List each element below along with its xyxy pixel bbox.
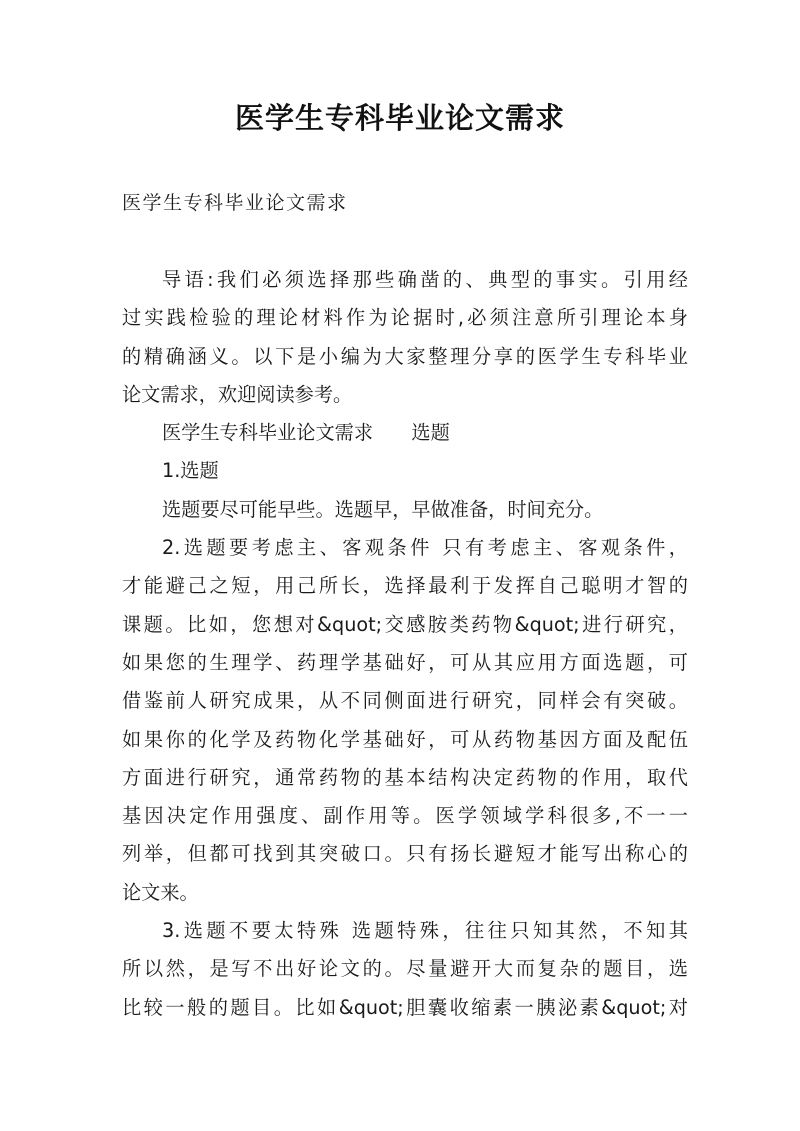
text-line: 2.选题要考虑主、客观条件 只有考虑主、客观条件， <box>162 536 688 560</box>
text-line: 3.选题不要太特殊 选题特殊，往往只知其然，不知其 <box>162 919 688 943</box>
text-line: 导语:我们必须选择那些确凿的、典型的事实。引用经 <box>162 268 688 291</box>
text-line: 比较一般的题目。比如&quot;胆囊收缩素一胰泌素&quot;对 <box>122 995 688 1019</box>
text-line: 如果您的生理学、药理学基础好，可从其应用方面选题，可 <box>122 650 688 674</box>
text-line: 方面进行研究，通常药物的基本结构决定药物的作用，取代 <box>122 765 688 789</box>
text-line: 过实践检验的理论材料作为论据时,必须注意所引理论本身 <box>122 306 688 330</box>
text-line: 借鉴前人研究成果，从不同侧面进行研究，同样会有突破。 <box>122 689 688 713</box>
text-line: 才能避己之短，用己所长，选择最利于发挥自己聪明才智的 <box>122 574 688 598</box>
document-body <box>122 261 688 1027</box>
text-line: 选题要尽可能早些。选题早，早做准备，时间充分。 <box>162 497 604 521</box>
document-title: 医学生专科毕业论文需求 <box>234 101 565 135</box>
text-line: 所以然，是写不出好论文的。尽量避开大而复杂的题目，选 <box>122 957 688 981</box>
text-line: 如果你的化学及药物化学基础好，可从药物基因方面及配伍 <box>122 727 688 751</box>
section-number: 1.选题 <box>162 459 219 483</box>
document-subtitle: 医学生专科毕业论文需求 <box>122 192 348 214</box>
text-line: 的精确涵义。以下是小编为大家整理分享的医学生专科毕业 <box>122 344 688 368</box>
text-line: 列举，但都可找到其突破口。只有扬长避短才能写出称心的 <box>122 842 688 866</box>
text-line: 课题。比如，您想对&quot;交感胺类药物&quot;进行研究， <box>122 612 688 636</box>
text-line: 论文需求，欢迎阅读参考。 <box>122 382 353 406</box>
text-line: 论文来。 <box>122 880 199 904</box>
text-line: 基因决定作用强度、副作用等。医学领域学科很多,不一一 <box>122 804 688 828</box>
section-heading: 医学生专科毕业论文需求 选题 <box>162 421 450 445</box>
